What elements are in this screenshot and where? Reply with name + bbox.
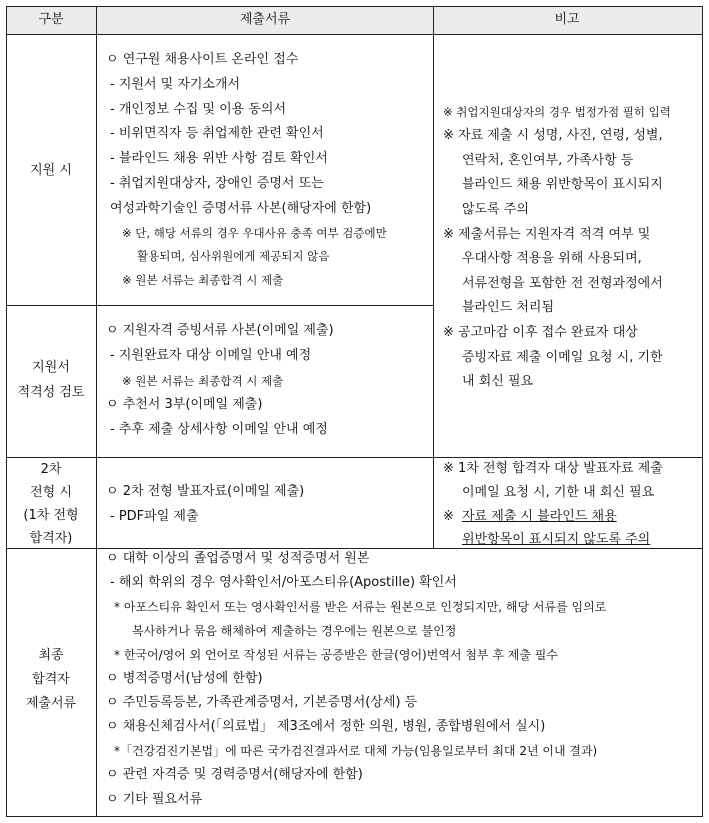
table-border-right bbox=[702, 6, 703, 817]
remark-item: 증빙자료 제출 이메일 요청 시, 기한 bbox=[462, 350, 663, 365]
note-item: *「건강검진기본법」에 따른 국가검진결과서로 대체 가능(임용일로부터 최대 2년 이내 결과) bbox=[114, 744, 598, 758]
row-divider bbox=[6, 548, 703, 549]
list-item: ㅇ 연구원 채용사이트 온라인 접수 bbox=[106, 52, 299, 67]
remark-item-underlined: 위반항목이 표시되지 않도록 주의 bbox=[462, 532, 651, 547]
list-item: ㅇ 대학 이상의 졸업증명서 및 성적증명서 원본 bbox=[106, 551, 370, 566]
list-item: - 해외 학위의 경우 영사확인서/아포스티유(Apostille) 확인서 bbox=[110, 575, 457, 590]
note-item: ※ 원본 서류는 최종합격 시 제출 bbox=[122, 374, 284, 388]
row-label-apply: 지원 시 bbox=[30, 163, 72, 178]
remark-item: 서류전형을 포함한 전 전형과정에서 bbox=[462, 276, 663, 291]
list-item: ㅇ 주민등록등본, 가족관계증명서, 기본증명서(상세) 등 bbox=[106, 695, 418, 710]
remark-item: 내 회신 필요 bbox=[462, 374, 534, 389]
remark-item: 블라인드 처리됨 bbox=[462, 300, 555, 315]
note-item: ※ 원본 서류는 최종합격 시 제출 bbox=[122, 273, 284, 287]
row-divider bbox=[6, 457, 703, 458]
remark-item: ※ 제출서류는 지원자격 적격 여부 및 bbox=[443, 227, 651, 242]
row-label-final: 합격자 bbox=[32, 672, 70, 687]
note-item: ※ 단, 해당 서류의 경우 우대사유 충족 여부 검증에만 bbox=[122, 226, 387, 240]
row-label-review: 지원서 bbox=[32, 360, 70, 375]
remark-item: ※ 취업지원대상자의 경우 법정가점 필히 입력 bbox=[443, 105, 671, 119]
column-divider bbox=[433, 6, 434, 549]
header-divider bbox=[6, 34, 703, 35]
row-label-final: 최종 bbox=[38, 648, 64, 663]
remark-item: ※ 자료 제출 시 성명, 사진, 연령, 성별, bbox=[443, 128, 663, 143]
list-item: - 추후 제출 상세사항 이메일 안내 예정 bbox=[110, 422, 328, 437]
remark-item: 않도록 주의 bbox=[462, 202, 529, 217]
list-item: - 블라인드 채용 위반 사항 검토 확인서 bbox=[110, 151, 328, 166]
remark-item: 이메일 요청 시, 기한 내 회신 필요 bbox=[462, 485, 655, 500]
remark-item: 우대사항 적용을 위해 사용되며, bbox=[462, 251, 642, 266]
note-item: * 한국어/영어 외 언어로 작성된 서류는 공증받은 한글(영어)번역서 첨부 후 제출 필수 bbox=[114, 648, 558, 662]
list-item: ㅇ 채용신체검사서(「의료법」 제3조에서 정한 의원, 병원, 종합병원에서 실시) bbox=[106, 719, 546, 734]
row-divider bbox=[6, 305, 434, 306]
header-documents: 제출서류 bbox=[239, 12, 291, 27]
list-item: - 취업지원대상자, 장애인 증명서 또는 bbox=[110, 176, 324, 191]
column-divider bbox=[96, 6, 97, 817]
header-remarks: 비고 bbox=[554, 12, 580, 27]
row-label-final: 제출서류 bbox=[25, 696, 77, 711]
list-item: ㅇ 병적증명서(남성에 한함) bbox=[106, 671, 263, 686]
row-label-second: (1차 전형 bbox=[23, 508, 79, 523]
note-item: * 아포스티유 확인서 또는 영사확인서를 받은 서류는 원본으로 인정되지만, 해당 서류를 임의로 bbox=[114, 600, 607, 614]
remark-item: ※ 1차 전형 합격자 대상 발표자료 제출 bbox=[443, 461, 663, 476]
header-category: 구분 bbox=[38, 12, 64, 27]
list-item: - 개인정보 수집 및 이용 동의서 bbox=[110, 102, 287, 117]
list-item: - 지원서 및 자기소개서 bbox=[110, 77, 241, 92]
list-item: ㅇ 2차 전형 발표자료(이메일 제출) bbox=[106, 484, 305, 499]
remark-item-underlined: 자료 제출 시 블라인드 채용 bbox=[462, 509, 617, 524]
list-item: ㅇ 지원자격 증빙서류 사본(이메일 제출) bbox=[106, 323, 334, 338]
row-label-second: 전형 시 bbox=[30, 485, 72, 500]
table-border-top bbox=[6, 6, 703, 7]
note-item: 활용되며, 심사위원에게 제공되지 않음 bbox=[137, 249, 330, 263]
list-item: - PDF파일 제출 bbox=[110, 509, 199, 524]
list-item: 여성과학기술인 증명서류 사본(해당자에 한함) bbox=[110, 201, 372, 216]
table-border-bottom bbox=[6, 816, 703, 817]
remark-item: 블라인드 채용 위반항목이 표시되지 bbox=[462, 177, 663, 192]
list-item: ㅇ 추천서 3부(이메일 제출) bbox=[106, 397, 263, 412]
row-label-second: 합격자) bbox=[29, 531, 73, 546]
note-item: 복사하거나 묶음 해체하여 제출하는 경우에는 원본으로 불인정 bbox=[132, 624, 457, 638]
row-label-second: 2차 bbox=[40, 462, 62, 477]
list-item: ㅇ 기타 필요서류 bbox=[106, 792, 203, 807]
row-label-review: 적격성 검토 bbox=[17, 385, 85, 400]
remark-item: 연락처, 혼인여부, 가족사항 등 bbox=[462, 153, 634, 168]
list-item: - 비위면직자 등 취업제한 관련 확인서 bbox=[110, 126, 324, 141]
remark-item: ※ 공고마감 이후 접수 완료자 대상 bbox=[443, 325, 638, 340]
list-item: ㅇ 관련 자격증 및 경력증명서(해당자에 한함) bbox=[106, 767, 363, 782]
list-item: - 지원완료자 대상 이메일 안내 예정 bbox=[110, 348, 312, 363]
remark-item: ※ bbox=[443, 509, 454, 524]
